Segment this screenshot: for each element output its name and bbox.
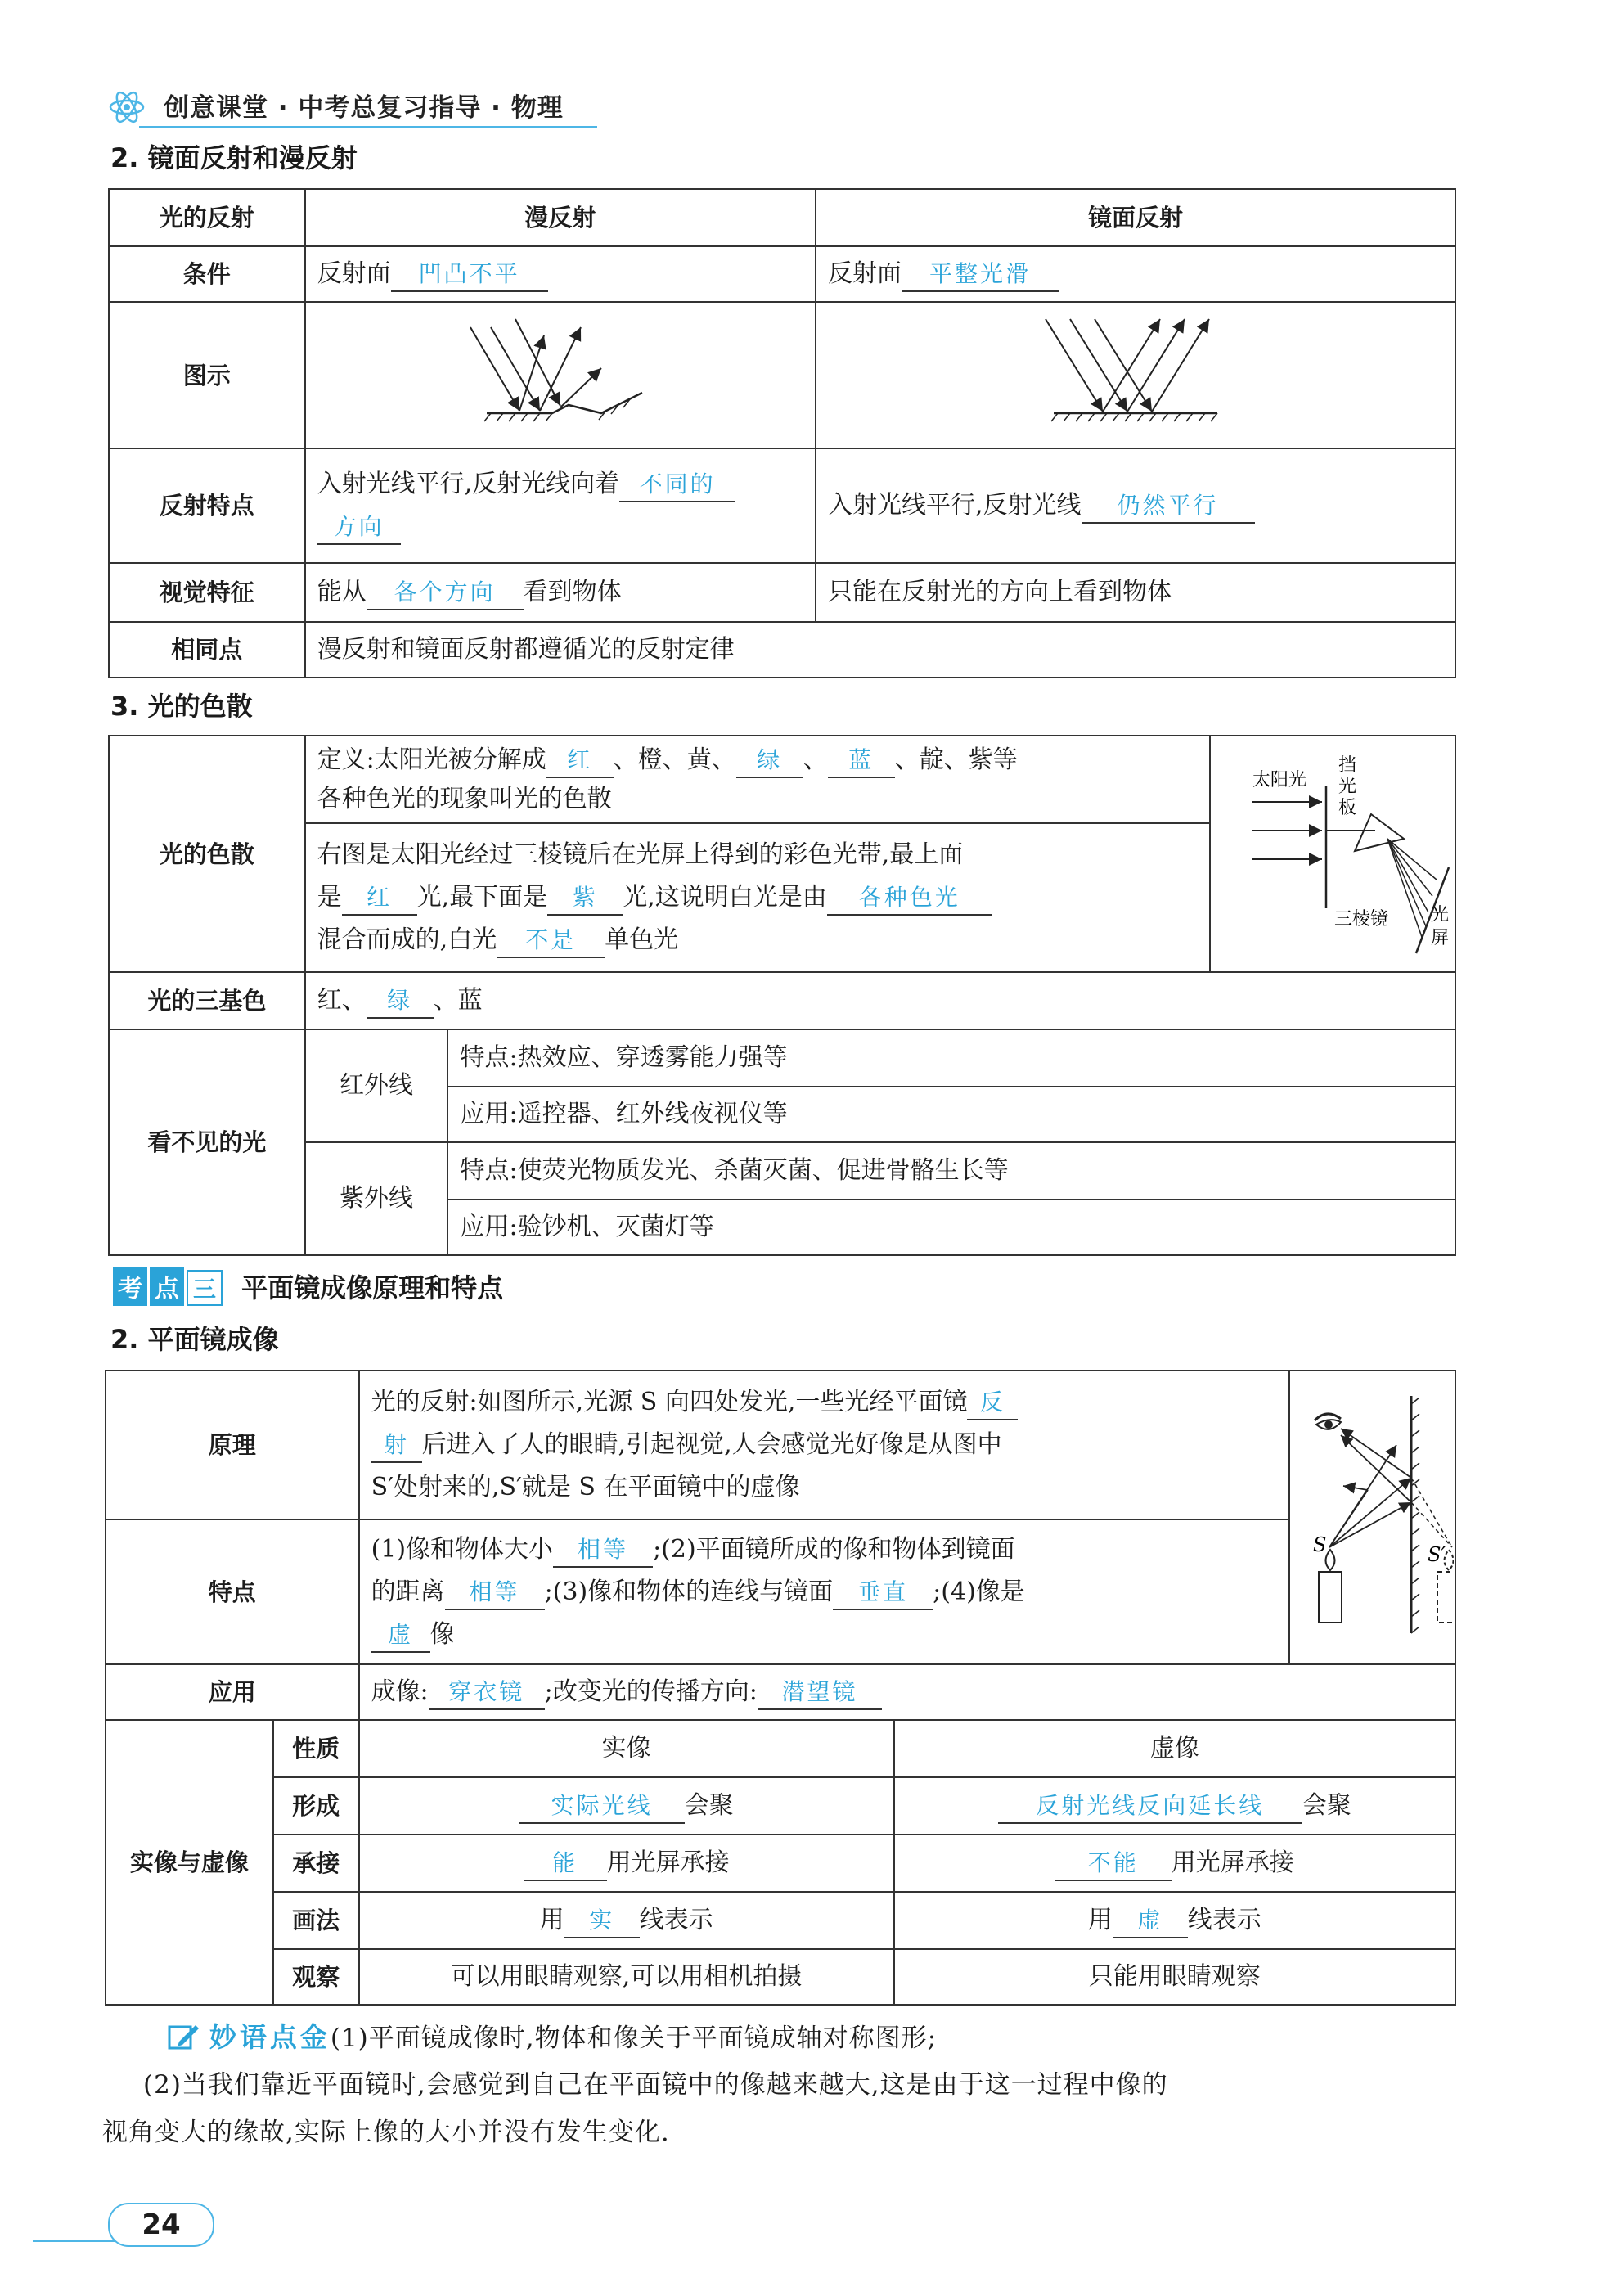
row-primary: 光的三基色 — [109, 972, 305, 1029]
ir-feature: 特点:热效应、穿透雾能力强等 — [447, 1029, 1455, 1087]
vis-diffuse — [305, 563, 816, 622]
answer-blank: 不是 — [497, 924, 605, 958]
feat-specular-text: 入射光线平行,反射光线 — [827, 491, 1082, 520]
rv-form-post: 会聚 — [1302, 1791, 1351, 1820]
uv-feature: 特点:使荧光物质发光、杀菌灭菌、促进骨骼生长等 — [447, 1142, 1455, 1200]
rv-form-virtual — [894, 1777, 1455, 1835]
dispersion-prism-text — [305, 823, 1210, 972]
header-title: 创意课堂 · 中考总复习指导 · 物理 — [164, 93, 564, 123]
board-label-2: 光 — [1338, 777, 1356, 797]
row-principle: 原理 — [106, 1371, 359, 1519]
ir-application: 应用:遥控器、红外线夜视仪等 — [447, 1087, 1455, 1142]
app-pre: 成像: — [371, 1677, 429, 1706]
col-diffuse: 漫反射 — [305, 189, 816, 246]
common-text: 漫反射和镜面反射都遵循光的反射定律 — [305, 622, 1455, 678]
section-heading-reflection: 2. 镜面反射和漫反射 — [110, 142, 358, 173]
application-text — [359, 1664, 1455, 1720]
p-line3-pre: 混合而成的,白光 — [317, 925, 497, 955]
app-mid: ;改变光的传播方向: — [544, 1677, 758, 1706]
screen-label-1: 光 — [1430, 905, 1449, 925]
specular-reflection-figure — [1013, 303, 1258, 434]
cond-diffuse — [305, 246, 816, 302]
answer-blank: 仍然平行 — [1082, 489, 1255, 524]
answer-blank: 相等 — [553, 1533, 653, 1568]
prism-dispersion-figure — [1212, 736, 1454, 957]
feat-specular — [816, 448, 1455, 563]
row-common: 相同点 — [109, 622, 305, 678]
answer-blank: 蓝 — [828, 744, 895, 778]
rv-draw-pre: 用 — [1087, 1906, 1113, 1934]
pr-line1: 光的反射:如图所示,光源 S 向四处发光,一些光经平面镜 — [371, 1388, 968, 1417]
col-head: 光的反射 — [109, 189, 305, 246]
p-mid: 光,这说明白光是由 — [623, 883, 827, 912]
header-underline — [139, 126, 597, 128]
exam-point-heading — [113, 1267, 503, 1306]
rv-accept: 承接 — [273, 1835, 359, 1892]
section-heading-dispersion: 3. 光的色散 — [110, 691, 253, 722]
answer-blank: 绿 — [736, 744, 803, 778]
source-label: S — [1313, 1533, 1327, 1556]
infrared: 红外线 — [305, 1029, 448, 1142]
vis-diffuse-pre: 能从 — [317, 578, 367, 606]
rv-real: 实像 — [359, 1720, 894, 1777]
answer-blank: 凹凸不平 — [391, 258, 548, 292]
feature-text — [359, 1519, 1289, 1664]
answer-blank: 实 — [564, 1904, 640, 1938]
p-is: 是 — [317, 883, 342, 912]
prim-blue: 、蓝 — [433, 986, 483, 1015]
diffuse-reflection-figure — [438, 303, 683, 434]
rv-form: 形成 — [273, 1777, 359, 1835]
rv-observe: 观察 — [273, 1949, 359, 2005]
p-line3-post: 单色光 — [605, 925, 679, 955]
f2: ;(2)平面镜所成的像和物体到镜面 — [653, 1534, 1015, 1564]
f6: 像 — [429, 1619, 455, 1649]
badge-san: 三 — [187, 1270, 223, 1306]
tip-text-1: (1)平面镜成像时,物体和像关于平面镜成轴对称图形; — [330, 2024, 938, 2053]
rv-draw-real — [359, 1892, 894, 1949]
answer-blank: 反 — [967, 1386, 1018, 1420]
board-label-3: 板 — [1338, 798, 1356, 818]
row-dispersion: 光的色散 — [109, 736, 305, 972]
def-post: 、靛、紫等 — [894, 745, 1018, 774]
answer-blank: 实际光线 — [519, 1790, 685, 1824]
col-specular: 镜面反射 — [816, 189, 1455, 246]
answer-blank: 方向 — [317, 511, 401, 545]
answer-blank: 紫 — [547, 881, 623, 916]
prism-label: 三棱镜 — [1333, 909, 1388, 930]
rv-draw-post: 线表示 — [639, 1906, 713, 1934]
rv-draw-pre: 用 — [539, 1906, 564, 1934]
f3: 的距离 — [371, 1577, 445, 1606]
page-number-tab — [33, 2203, 196, 2244]
answer-blank: 能 — [524, 1847, 607, 1881]
rv-form-real — [359, 1777, 894, 1835]
plane-mirror-table — [105, 1370, 1456, 2006]
dispersion-table — [108, 735, 1456, 1256]
row-condition: 条件 — [109, 246, 305, 302]
answer-blank: 潜望镜 — [758, 1676, 882, 1710]
answer-blank: 各种色光 — [827, 881, 992, 916]
rv-draw-post: 线表示 — [1187, 1906, 1261, 1934]
image-label: S′ — [1428, 1543, 1446, 1566]
atom-icon — [106, 88, 147, 126]
pr-line3: S′处射来的,S′就是 S 在平面镜中的虚像 — [371, 1473, 800, 1502]
answer-blank: 绿 — [367, 984, 434, 1019]
rv-draw-virtual — [894, 1892, 1455, 1949]
sunlight-label: 太阳光 — [1252, 770, 1306, 790]
plane-mirror-figure — [1290, 1371, 1454, 1650]
rv-observe-virtual: 只能用眼睛观察 — [894, 1949, 1455, 2005]
f4: ;(3)像和物体的连线与镜面 — [544, 1577, 834, 1606]
row-invisible: 看不见的光 — [109, 1029, 305, 1255]
specular-diagram — [816, 302, 1455, 448]
uv-application: 应用:验钞机、灭菌灯等 — [447, 1200, 1455, 1255]
answer-blank: 穿衣镜 — [429, 1676, 545, 1710]
pencil-note-icon — [168, 2022, 200, 2051]
answer-blank: 虚 — [1113, 1904, 1188, 1938]
answer-blank: 垂直 — [833, 1576, 933, 1610]
answer-blank: 射 — [371, 1429, 422, 1463]
feat-diffuse-text: 入射光线平行,反射光线向着 — [317, 470, 620, 498]
p-line1: 右图是太阳光经过三棱镜后在光屏上得到的彩色光带,最上面 — [317, 840, 964, 870]
principle-text — [359, 1371, 1289, 1519]
answer-blank: 各个方向 — [367, 576, 524, 610]
rv-draw: 画法 — [273, 1892, 359, 1949]
def-line2: 各种色光的现象叫光的色散 — [317, 784, 612, 813]
row-visual: 视觉特征 — [109, 563, 305, 622]
rv-accept-virtual — [894, 1835, 1455, 1892]
tip-line-1 — [168, 2015, 1456, 2061]
answer-blank: 平整光滑 — [902, 258, 1059, 292]
rv-form-post: 会聚 — [684, 1791, 734, 1820]
page-header — [106, 82, 597, 131]
mirror-figure-cell — [1289, 1371, 1455, 1664]
answer-blank: 相等 — [445, 1576, 545, 1610]
row-feature: 反射特点 — [109, 448, 305, 563]
cond-prefix: 反射面 — [317, 259, 391, 288]
row-diagram: 图示 — [109, 302, 305, 448]
screen-label-2: 屏 — [1430, 928, 1449, 948]
page-number: 24 — [108, 2203, 214, 2247]
rv-accept-real — [359, 1835, 894, 1892]
board-label-1: 挡 — [1338, 755, 1356, 776]
primary-colors — [305, 972, 1455, 1029]
cond-specular — [816, 246, 1455, 302]
dispersion-definition — [305, 736, 1210, 823]
vis-specular: 只能在反射光的方向上看到物体 — [816, 563, 1455, 622]
ultraviolet: 紫外线 — [305, 1142, 448, 1255]
p-light: 光,最下面是 — [416, 883, 548, 912]
f1: (1)像和物体大小 — [371, 1534, 554, 1564]
diffuse-diagram — [305, 302, 816, 448]
rv-accept-post: 用光屏承接 — [1171, 1848, 1294, 1877]
row-real-virtual: 实像与虚像 — [106, 1720, 273, 2005]
answer-blank: 红 — [546, 744, 614, 778]
tip-line-3: 视角变大的缘故,实际上像的大小并没有发生变化. — [102, 2118, 670, 2147]
prim-red: 红、 — [317, 986, 367, 1015]
vis-diffuse-post: 看到物体 — [523, 578, 622, 606]
tip-line-2: (2)当我们靠近平面镜时,会感觉到自己在平面镜中的像越来越大,这是由于这一过程中像的 — [143, 2070, 1168, 2100]
exam-point-title: 平面镜成像原理和特点 — [241, 1272, 504, 1303]
badge-dian: 点 — [150, 1267, 184, 1306]
def-sep: 、 — [803, 745, 828, 774]
cond-prefix: 反射面 — [827, 259, 902, 288]
answer-blank: 虚 — [371, 1618, 430, 1653]
def-mid: 、橙、黄、 — [613, 745, 736, 774]
def-pre: 定义:太阳光被分解成 — [317, 745, 546, 774]
badge-kao: 考 — [113, 1267, 147, 1306]
row-feature: 特点 — [106, 1519, 359, 1664]
section-heading-plane-mirror: 2. 平面镜成像 — [110, 1324, 279, 1355]
answer-blank: 不能 — [1055, 1847, 1172, 1881]
rv-accept-post: 用光屏承接 — [606, 1848, 730, 1877]
answer-blank: 红 — [342, 881, 417, 916]
answer-blank: 反射光线反向延长线 — [998, 1790, 1302, 1824]
rv-observe-real: 可以用眼睛观察,可以用相机拍摄 — [359, 1949, 894, 2005]
rv-nature: 性质 — [273, 1720, 359, 1777]
feat-diffuse — [305, 448, 816, 563]
pr-line2: 后进入了人的眼睛,引起视觉,人会感觉光好像是从图中 — [421, 1430, 1002, 1460]
f5: ;(4)像是 — [933, 1577, 1025, 1606]
tip-label: 妙语点金 — [209, 2021, 331, 2053]
rv-virtual: 虚像 — [894, 1720, 1455, 1777]
answer-blank: 不同的 — [619, 468, 735, 502]
reflection-table — [108, 188, 1456, 678]
row-application: 应用 — [106, 1664, 359, 1720]
prism-figure-cell — [1210, 736, 1455, 972]
